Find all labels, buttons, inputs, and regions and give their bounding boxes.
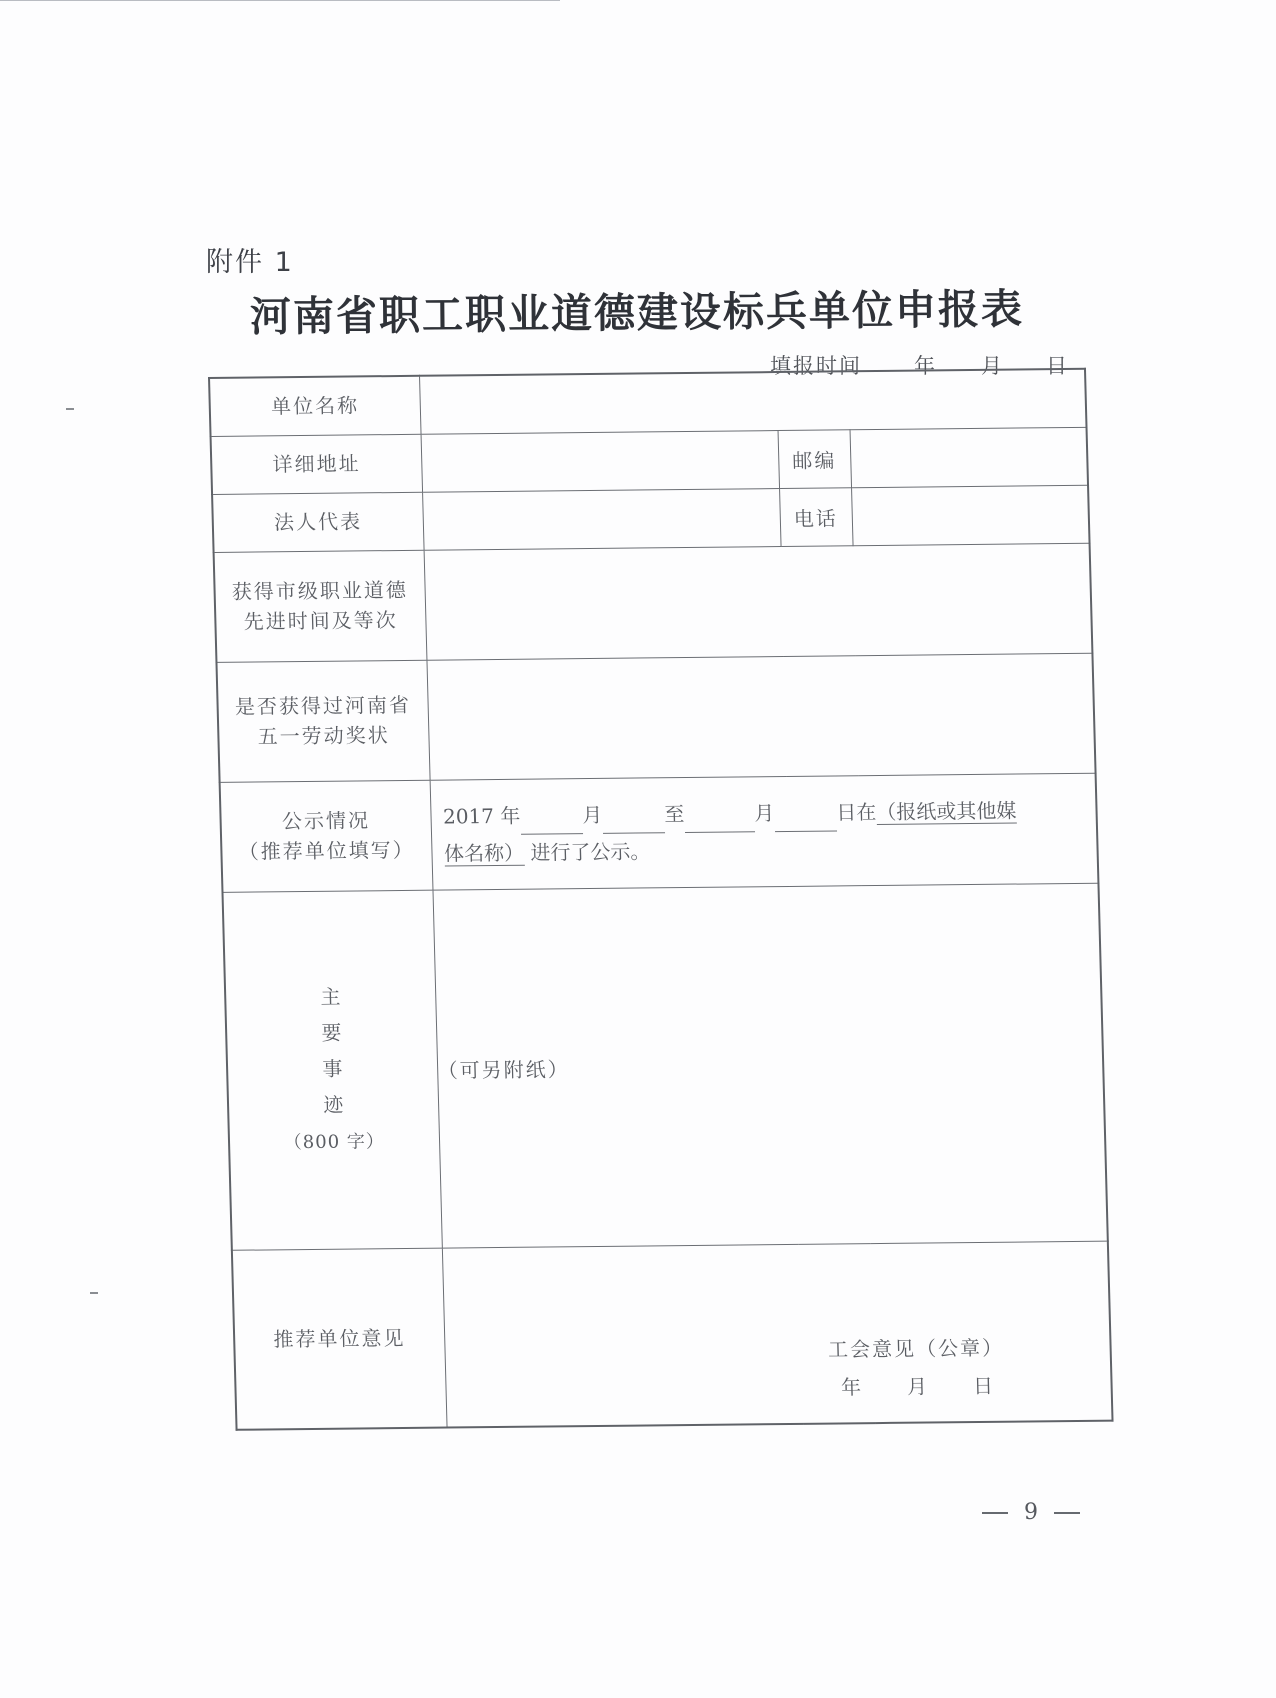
row-legal-rep xyxy=(212,485,1089,552)
may-day-field[interactable] xyxy=(426,653,1095,780)
city-award-field[interactable] xyxy=(424,543,1093,660)
union-date-year: 年 xyxy=(840,1374,864,1399)
postcode-field[interactable] xyxy=(850,427,1089,487)
blank-month-end[interactable] xyxy=(684,809,755,833)
blank-day-end[interactable] xyxy=(774,808,837,832)
deeds-note: （可另附纸） xyxy=(437,1056,571,1083)
deeds-word-count: （800 字） xyxy=(283,1131,386,1154)
publicity-label-line2: （推荐单位填写） xyxy=(238,837,415,864)
deeds-label-char2: 要 xyxy=(321,1020,342,1045)
fill-date-month: 月 xyxy=(981,354,1004,378)
deeds-label xyxy=(222,890,441,1250)
page-number xyxy=(982,1500,1080,1525)
application-form xyxy=(208,368,1114,1431)
attachment-label: 附件 1 xyxy=(206,247,294,278)
publicity-to: 至 xyxy=(663,801,685,826)
publicity-month2: 月 xyxy=(753,800,775,825)
page-number-value: 9 xyxy=(1024,1500,1038,1525)
address-label: 详细地址 xyxy=(211,434,423,494)
scan-top-rule xyxy=(0,0,560,1)
form-title: 河南省职工职业道德建设标兵单位申报表 xyxy=(249,284,1025,341)
legal-rep-field[interactable] xyxy=(422,488,780,550)
deeds-field[interactable] xyxy=(432,883,1107,1248)
row-city-award xyxy=(214,543,1093,662)
unit-name-label: 单位名称 xyxy=(209,376,421,436)
publicity-media-line1: （报纸或其他媒 xyxy=(875,798,1017,824)
publicity-field[interactable] xyxy=(430,773,1099,890)
fill-date-day: 日 xyxy=(1046,354,1069,378)
may-day-label xyxy=(216,660,429,782)
scan-margin-mark xyxy=(66,408,74,410)
publicity-label xyxy=(220,780,433,892)
publicity-line2 xyxy=(444,828,1085,871)
recommend-field[interactable] xyxy=(442,1241,1113,1428)
fill-date-label: 填报时间 xyxy=(770,354,862,378)
row-may-day-award xyxy=(216,653,1095,782)
scan-margin-mark xyxy=(90,1292,98,1294)
publicity-media-line2: 体名称） xyxy=(443,840,525,866)
union-opinion-block xyxy=(828,1328,1006,1406)
blank-day-start[interactable] xyxy=(602,810,665,834)
city-award-label xyxy=(214,550,427,662)
publicity-label-line1: 公示情况 xyxy=(281,808,371,834)
deeds-label-char4: 迹 xyxy=(323,1092,344,1117)
union-date-day: 日 xyxy=(972,1373,996,1398)
may-day-label-line2: 五一劳动奖状 xyxy=(257,723,390,749)
recommend-label: 推荐单位意见 xyxy=(232,1248,447,1430)
union-opinion-date xyxy=(829,1366,1006,1406)
publicity-day-at: 日在 xyxy=(835,799,877,824)
union-opinion-label: 工会意见（公章） xyxy=(827,1335,1005,1362)
row-main-deeds xyxy=(222,883,1107,1250)
city-award-label-line1: 获得市级职业道德 xyxy=(231,577,409,604)
union-date-month: 月 xyxy=(906,1374,930,1399)
deeds-label-char3: 事 xyxy=(322,1056,343,1081)
publicity-done: 进行了公示。 xyxy=(530,838,651,865)
row-unit-name xyxy=(209,369,1086,436)
city-award-label-line2: 先进时间及等次 xyxy=(243,608,398,634)
publicity-year: 2017 年 xyxy=(442,803,521,829)
postcode-label: 邮编 xyxy=(778,429,852,488)
row-recommendation xyxy=(232,1241,1113,1430)
phone-label: 电话 xyxy=(779,487,853,546)
may-day-label-line1: 是否获得过河南省 xyxy=(234,692,412,719)
phone-field[interactable] xyxy=(851,485,1090,545)
publicity-line1 xyxy=(443,791,1084,835)
page-dash-left xyxy=(982,1512,1008,1514)
legal-rep-label: 法人代表 xyxy=(212,492,424,552)
deeds-label-char1: 主 xyxy=(320,984,341,1009)
row-address xyxy=(211,427,1088,494)
publicity-month1: 月 xyxy=(581,802,603,827)
fill-date-year: 年 xyxy=(914,354,937,378)
page-dash-right xyxy=(1054,1512,1080,1514)
row-publicity xyxy=(220,773,1099,892)
unit-name-field[interactable] xyxy=(419,369,1086,434)
address-field[interactable] xyxy=(421,430,779,492)
blank-month-start[interactable] xyxy=(520,811,583,835)
